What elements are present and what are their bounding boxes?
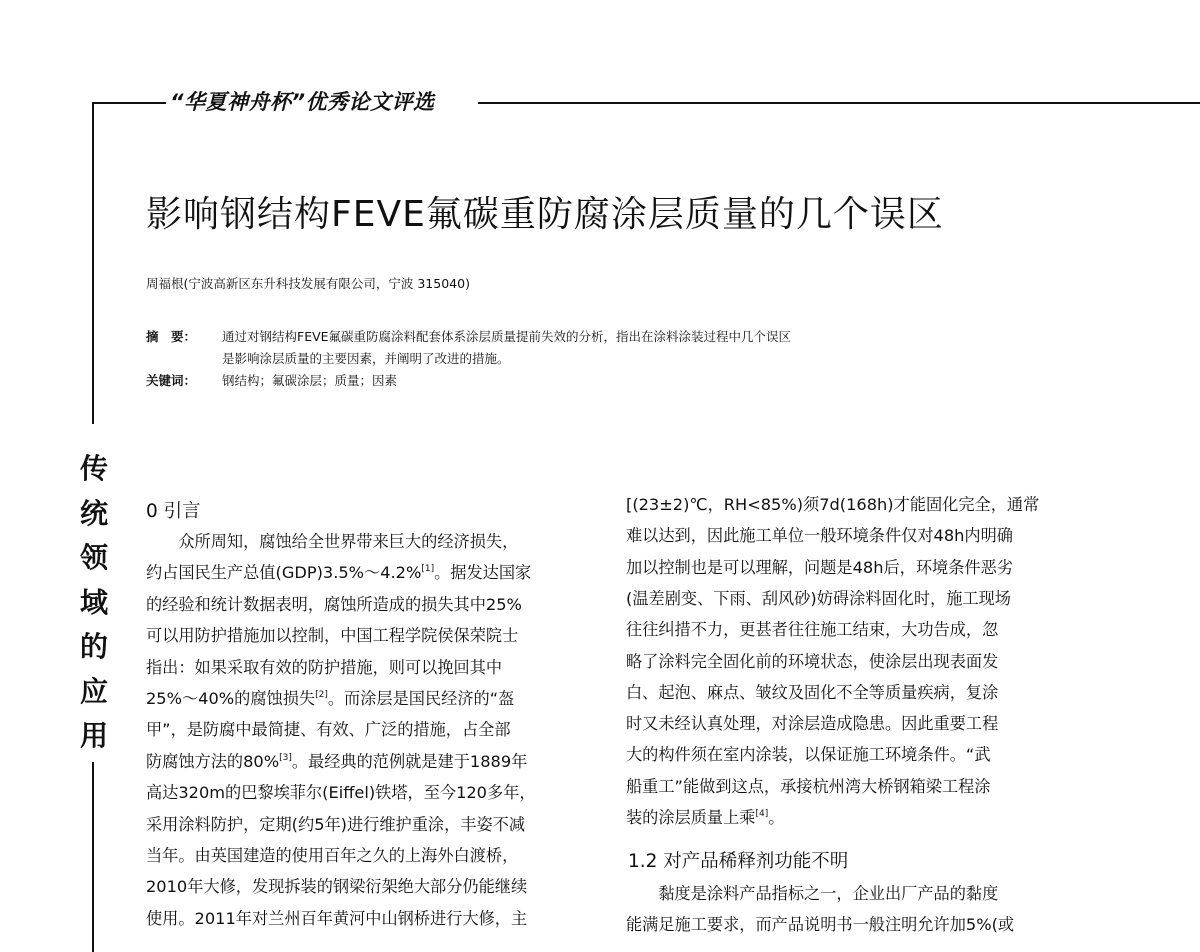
margin-rule-bottom: [92, 762, 94, 952]
text-line-content: 白、起泡、麻点、皱纹及固化不全等质量疾病，复涂: [626, 682, 999, 702]
text-line-content: 指出：如果采取有效的防护措施，则可以挽回其中: [146, 657, 503, 677]
text-line: [146, 815, 525, 835]
text-line: [626, 558, 1013, 578]
citation-ref: [2]: [315, 690, 328, 700]
abstract: [146, 327, 791, 345]
text-line: [626, 652, 998, 672]
text-line: [626, 495, 1039, 515]
column-tab-char: 用: [79, 719, 108, 752]
text-line-content: 高达320m的巴黎埃菲尔(Eiffel)铁塔，至今120多年，: [146, 783, 536, 803]
citation-ref: [4]: [755, 809, 769, 819]
text-line: [146, 846, 518, 866]
column-tab-char: 应: [79, 674, 108, 708]
column-tab-char: 的: [79, 630, 108, 663]
text-line: [626, 589, 1011, 609]
text-line: [146, 595, 522, 615]
text-line-content: 船重工”能做到这点，承接杭州湾大桥钢箱梁工程涂: [626, 776, 991, 796]
author-affiliation: 周福根(宁波高新区东升科技发展有限公司，宁波 315040): [146, 276, 470, 291]
text-line-content: 。据发达国家: [434, 563, 532, 583]
text-line-content: 甲”，是防腐中最简捷、有效、广泛的措施，占全部: [146, 720, 511, 740]
text-line: [626, 526, 1013, 546]
text-line-content: 时又未经认真处理，对涂层造成隐患。因此重要工程: [626, 714, 999, 734]
column-tab: [72, 447, 116, 759]
text-line: [626, 915, 1014, 935]
keywords-list: 钢结构；氟碳涂层；质量；因素: [222, 373, 398, 388]
text-line-content: 可以用防护措施加以控制，中国工程学院侯保荣院士: [146, 626, 519, 646]
text-line-content: 大的构件须在室内涂装，以保证施工环境条件。“武: [626, 745, 991, 765]
text-line-content: 使用。2011年对兰州百年黄河中山钢桥进行大修，主: [146, 908, 528, 928]
header-rule-right: [478, 102, 1200, 104]
column-tab-char: 域: [79, 585, 108, 619]
text-line-content: 的经验和统计数据表明，腐蚀所造成的损失其中25%: [146, 594, 522, 614]
abstract-continued: [222, 349, 510, 367]
text-line-content: 约占国民生产总值(GDP)3.5%～4.2%: [146, 563, 422, 583]
section-heading-introduction: 0 引言: [146, 501, 201, 522]
text-line-content: 黏度是涂料产品指标之一，企业出厂产品的黏度: [626, 884, 999, 903]
text-line-content: 2010年大修，发现拆装的钢梁衍架绝大部分仍能继续: [146, 877, 528, 897]
article-title: 影响钢结构FEVE氟碳重防腐涂层质量的几个误区: [146, 194, 944, 235]
series-label: “华夏神舟杯”优秀论文评选: [170, 90, 435, 114]
text-line-content: 。: [768, 808, 785, 827]
text-line: [626, 884, 998, 904]
text-line-content: 。最经典的范例就是建于1889年: [291, 751, 528, 771]
text-line: [146, 532, 518, 552]
text-line-content: 。而涂层是国民经济的“盔: [327, 689, 515, 708]
text-line: [146, 689, 514, 709]
abstract-line: 是影响涂层质量的主要因素，并阐明了改进的措施。: [222, 351, 510, 366]
text-line-content: 采用涂料防护，定期(约5年)进行维护重涂，丰姿不减: [146, 814, 526, 834]
text-line: [146, 720, 511, 740]
text-line-content: 往往纠措不力，更甚者往往施工结束，大功告成，忽: [626, 620, 999, 640]
text-line-content: 能满足施工要求，而产品说明书一般注明允许加5%(或: [626, 915, 1015, 935]
text-line-content: 众所周知，腐蚀给全世界带来巨大的经济损失，: [146, 532, 519, 551]
text-line-content: (温差剧变、下雨、刮风砂)妨碍涂料固化时，施工现场: [626, 588, 1011, 608]
citation-ref: [1]: [421, 564, 435, 575]
text-line-content: 25%～40%的腐蚀损失: [146, 689, 316, 708]
text-line: [626, 777, 991, 797]
column-tab-char: 领: [79, 541, 108, 574]
text-line-content: 防腐蚀方法的80%: [146, 751, 280, 771]
text-line: [146, 658, 502, 678]
text-line: [626, 714, 998, 734]
text-line: [146, 626, 518, 646]
text-line-content: 略了涂料完全固化前的环境状态，使涂层出现表面发: [626, 651, 999, 671]
abstract-label: 摘 要：: [146, 329, 197, 344]
text-line: [146, 877, 527, 897]
text-line: [146, 909, 527, 929]
text-line-content: [(23±2)℃，RH<85%)须7d(168h)才能固化完全，通常: [626, 495, 1040, 514]
keywords: [146, 371, 397, 389]
text-line-content: 装的涂层质量上乘: [626, 808, 756, 827]
text-line: [626, 620, 998, 640]
column-tab-char: 统: [79, 496, 108, 530]
text-line-content: 难以达到，因此施工单位一般环境条件仅对48h内明确: [626, 526, 1013, 546]
text-line: [626, 683, 998, 703]
text-line: [626, 808, 784, 828]
header-rule-left: [92, 102, 166, 104]
text-line: [626, 745, 991, 765]
margin-rule-top: [92, 102, 94, 424]
text-line: [146, 783, 536, 803]
text-line-content: 当年。由英国建造的使用百年之久的上海外白渡桥，: [146, 846, 519, 865]
citation-ref: [3]: [279, 752, 292, 763]
column-tab-char: 传: [79, 452, 108, 485]
text-line: [146, 563, 531, 583]
keywords-label: 关键词：: [146, 373, 197, 388]
text-line: [146, 752, 527, 772]
text-line-content: 加以控制也是可以理解，问题是48h后，环境条件恶劣: [626, 557, 1013, 577]
abstract-line: 通过对钢结构FEVE氟碳重防腐涂料配套体系涂层质量提前失效的分析，指出在涂料涂装过程中几个误区: [222, 329, 792, 344]
section-heading-1-2: 1.2 对产品稀释剂功能不明: [628, 851, 849, 872]
